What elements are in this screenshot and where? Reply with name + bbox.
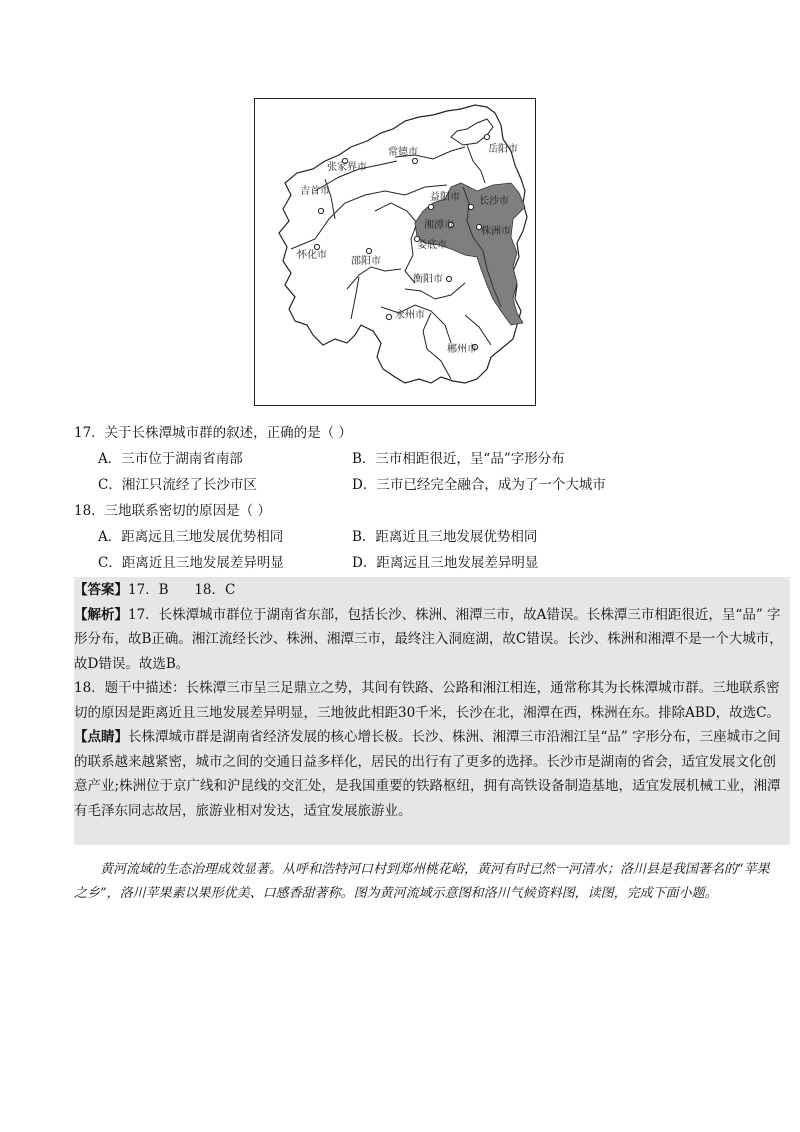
question-18-option-d: D．距离远且三地发展差异明显 — [352, 555, 539, 571]
city-label-loudi: 娄底市 — [417, 240, 447, 251]
question-17-option-c: C．湘江只流经了长沙市区 — [98, 477, 257, 493]
analysis-17-text: 17．长株潭城市群位于湖南省东部，包括长沙、株洲、湘潭三市，故A错误。长株潭三市相距很近，呈“品” 字形分布，故B正确。湘江流经长沙、株洲、湘潭三市，最终注入洞庭湖，故C错误。长沙、株洲和湘潭不是一个大城市，故D错误。故选B。 — [74, 606, 783, 672]
answer-tag: 【答案】 — [74, 582, 128, 598]
city-label-changde: 常德市 — [388, 147, 418, 158]
answer-text: 17．B 18．C — [128, 582, 236, 598]
question-17-stem: 17．关于长株潭城市群的叙述，正确的是（ ） — [74, 425, 352, 441]
question-18-option-a: A．距离远且三地发展优势相同 — [98, 529, 284, 545]
city-label-hengyang: 衡阳市 — [413, 274, 443, 285]
city-label-shaoyang: 邵阳市 — [351, 256, 381, 267]
city-label-changsha: 长沙市 — [479, 196, 509, 207]
answer-line — [74, 578, 784, 603]
next-question-intro: 黄河流域的生态治理成效显著。从呼和浩特河口村到郑州桃花峪，黄河有时已然一河清水；洛川县是我国著名的“苹果之乡”，洛川苹果素以果形优美、口感香甜著称。图为黄河流域示意图和洛川气候资料图，读图，完成下面小题。 — [74, 862, 770, 901]
city-label-yueyang: 岳阳市 — [488, 144, 518, 155]
comment-paragraph — [74, 725, 784, 823]
city-label-chenzhou: 郴州市 — [447, 344, 477, 355]
city-label-yiyang: 益阳市 — [430, 192, 460, 203]
question-17-option-d: D．三市已经完全融合，成为了一个大城市 — [352, 477, 606, 493]
city-label-xiangtan: 湘潭市 — [424, 220, 454, 231]
analysis-18: 18．题干中描述：长株潭三市呈三足鼎立之势，其间有铁路、公路和湘江相连，通常称其为长株潭城市群。三地联系密切的原因是距离近且三地发展差异明显，三地彼此相距30千米，长沙在北，湘潭在西，株洲在东。排除ABD，故选C。 — [74, 680, 780, 721]
city-label-huaihua: 怀化市 — [297, 250, 327, 261]
city-label-yongzhou: 永州市 — [395, 310, 425, 321]
city-label-jishou: 吉首市 — [300, 186, 330, 197]
question-18-option-c: C．距离近且三地发展差异明显 — [98, 555, 284, 571]
answer-section — [74, 578, 784, 823]
comment-tag: 【点睛】 — [74, 729, 128, 745]
question-18-stem: 18．三地联系密切的原因是（ ） — [74, 503, 271, 519]
city-label-zhangjiajie: 张家界市 — [327, 162, 367, 173]
comment-text: 长株潭城市群是湖南省经济发展的核心增长极。长沙、株洲、湘潭三市沿湘江呈“品” 字形分布，三座城市之间的联系越来越紧密，城市之间的交通日益多样化，居民的出行有了更多的选择。长沙市是湖南的省会，适宜发展文化创意产业;株洲位于京广线和沪昆线的交汇处，是我国重要的铁路枢纽，拥有高铁设备制造基地，适宜发展机械工业，湘潭有毛泽东同志故居，旅游业相对发达，适宜发展旅游业。 — [74, 729, 781, 819]
hunan-map — [254, 98, 536, 406]
analysis-tag: 【解析】 — [74, 606, 128, 623]
analysis-17 — [74, 603, 784, 677]
city-label-zhuzhou: 株洲市 — [481, 226, 511, 237]
question-18-option-b: B．距离近且三地发展优势相同 — [352, 529, 538, 545]
question-17-option-a: A．三市位于湖南省南部 — [98, 451, 243, 467]
question-17-option-b: B．三市相距很近，呈“品”字形分布 — [352, 451, 565, 467]
